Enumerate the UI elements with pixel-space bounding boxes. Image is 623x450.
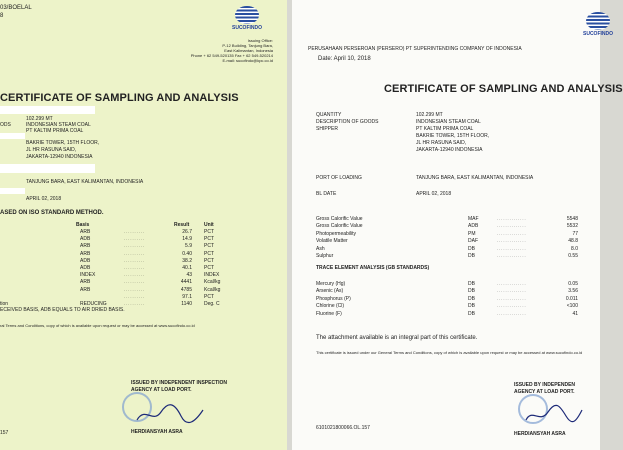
port-of-loading-label: PORT OF LOADING (316, 175, 362, 181)
table-row-basis: DB (468, 288, 475, 295)
signatory-name: HERDIANSYAH ASRA (514, 431, 566, 437)
sucofindo-globe-icon (235, 6, 259, 24)
field-address-3: JAKARTA-12940 INDONESIA (26, 154, 93, 160)
field-goods-value: INDONESIAN STEAM COAL (26, 122, 91, 128)
field-address-3: JAKARTA-12940 INDONESIA (416, 147, 483, 153)
table-row-basis: ADB (80, 257, 91, 264)
table-row-unit: INDEX (204, 272, 220, 279)
table-row-leader: .......... (124, 250, 146, 256)
table-row-leader: .......... (124, 293, 146, 299)
redaction-bar (0, 164, 95, 173)
office-line: East Kalimantan, Indonesia (224, 48, 273, 53)
table-row-result: 40.1 (182, 265, 192, 271)
table-row-basis: ADB (468, 223, 479, 230)
table-row-result: 0.011 (565, 295, 578, 302)
table-row-label: Gross Calorific Value (316, 216, 363, 222)
table-row-label: Phosphorus (P) (316, 295, 351, 302)
table-row-result: 4441 (180, 279, 192, 286)
table-row-result: 5548 (566, 216, 578, 222)
issued-by-line-1: ISSUED BY INDEPENDENT INSPECTION (131, 380, 228, 386)
terms-note: ral Terms and Conditions, copy of which is available upon request or may be accessed at www.sucofindo.co.id (0, 323, 195, 328)
signature-icon (135, 402, 205, 426)
table-row-result: 14.9 (182, 236, 192, 243)
table-row-leader: .............. (497, 216, 527, 221)
table-row-unit: PCT (204, 250, 214, 257)
table-row-label: Arsenic (As) (316, 288, 344, 295)
field-address-2: JL HR RASUNA SAID, (26, 147, 77, 153)
field-quantity-value: 102.299 MT (416, 112, 443, 118)
attachment-note: The attachment available is an integral part of this certificate. (316, 335, 478, 341)
document-number: 6101021800066.OL.157 (316, 425, 370, 431)
table-row-label: Photopermeability (316, 230, 357, 237)
table-row-result: 77 (572, 230, 578, 237)
table-row-basis: ARB (80, 250, 91, 257)
document-number-suffix: 157 (0, 430, 9, 436)
table-row-leader: .............. (497, 245, 527, 251)
table-row-label: Fluorine (F) (316, 310, 342, 317)
table-row-basis: PM (468, 230, 476, 237)
table-row-label: Volatile Matter (316, 238, 348, 245)
field-quantity-value: 102.299 MT (26, 116, 53, 122)
table-row-basis: ADB (80, 265, 91, 271)
table-row-leader: .......... (124, 236, 146, 242)
col-unit-header: Unit (204, 222, 214, 228)
table-row-result: 1140 (181, 301, 192, 307)
table-row-leader: .............. (497, 295, 527, 301)
office-line: Issuing Office: (247, 38, 273, 43)
table-row-result: 8.0 (571, 245, 578, 252)
port-of-loading-value: TANJUNG BARA, EAST KALIMANTAN, INDONESIA (26, 179, 144, 185)
table-row-result: 0.55 (568, 253, 578, 259)
table-row-result: 5.9 (185, 243, 192, 250)
table-row-result: 4785 (180, 286, 192, 293)
certificate-title: CERTIFICATE OF SAMPLING AND ANALYSIS (0, 92, 239, 104)
table-row-label: Gross Calorific Value (316, 223, 363, 230)
table-row-leader: .............. (497, 238, 527, 244)
table-row-leader: .......... (124, 243, 146, 249)
redaction-bar (0, 106, 95, 114)
table-row-unit: PCT (204, 243, 214, 250)
issuing-office-block (191, 38, 273, 63)
logo-wordmark: SUCOFINDO (583, 31, 613, 37)
certificate-date: Date: April 10, 2018 (318, 56, 371, 62)
header-reference: 03/BOELAL (0, 5, 32, 11)
table-row-result: 3.56 (568, 288, 578, 295)
table-row-leader: .......... (124, 229, 146, 234)
col-basis-header: Basis (76, 222, 90, 228)
table-row-result: 41 (572, 310, 578, 317)
table-row-basis: DB (468, 253, 475, 259)
bl-date-label: BL DATE (316, 191, 337, 197)
field-shipper-value: PT KALTIM PRIMA COAL (26, 128, 84, 134)
table-row-basis: DAF (468, 238, 478, 245)
issued-by-line-1: ISSUED BY INDEPENDEN (514, 382, 576, 388)
bl-date-value: APRIL 02, 2018 (26, 196, 62, 202)
method-heading: ASED ON ISO STANDARD METHOD. (0, 210, 104, 216)
table-row-result: 48.8 (568, 238, 578, 245)
table-row-result: 97.1 (182, 293, 192, 300)
left-certificate-page (0, 0, 287, 450)
table-row-leader: .......... (124, 272, 146, 278)
field-address-1: BAKRIE TOWER, 15TH FLOOR, (26, 140, 100, 146)
issued-by-line-2: AGENCY AT LOAD PORT. (131, 387, 192, 393)
field-goods-label: ODS (0, 122, 11, 128)
signature-icon (524, 404, 584, 426)
table-row-result: 38.2 (182, 257, 192, 264)
table-row-leader: .......... (124, 265, 146, 270)
issued-by-line-2: AGENCY AT LOAD PORT. (514, 389, 575, 395)
sucofindo-logo (576, 12, 620, 37)
terms-note: This certificate is issued under our General Terms and Conditions, copy of which is available upon request or may be accessed at www.sucofindo.co.id (316, 350, 583, 355)
table-row-leader: .............. (497, 223, 527, 229)
table-row-unit: Kcal/kg (204, 279, 221, 286)
table-row-basis: DB (468, 310, 475, 317)
trace-element-heading: TRACE ELEMENT ANALYSIS (GB STANDARDS) (316, 265, 430, 271)
table-row-basis: REDUCING (80, 301, 107, 307)
table-row-result: 0.05 (568, 281, 578, 287)
table-row-label: Chlorine (Cl) (316, 303, 345, 310)
sucofindo-globe-icon (586, 12, 610, 30)
table-row-unit: PCT (204, 265, 214, 271)
table-row-basis: ARB (80, 229, 91, 235)
table-row-leader: .............. (497, 253, 527, 258)
redaction-bar (0, 188, 25, 194)
field-shipper-value: PT KALTIM PRIMA COAL (416, 126, 474, 132)
table-row-basis: DB (468, 245, 475, 252)
table-row-basis: ARB (80, 279, 91, 286)
table-row-label: Sulphur (316, 253, 334, 259)
table-row-unit: PCT (204, 293, 214, 300)
field-address-2: JL HR RASUNA SAID, (416, 140, 467, 146)
office-line: P-12 Building, Tanjung Bara, (222, 43, 273, 48)
signatory-name: HERDIANSYAH ASRA (131, 429, 183, 435)
table-row-unit: PCT (204, 236, 214, 243)
table-row-basis: ADB (80, 236, 91, 243)
table-row-basis: DB (468, 281, 475, 287)
header-reference-2: 8 (0, 13, 4, 19)
table-row-result: <100 (566, 303, 578, 310)
table-row-basis: INDEX (80, 272, 96, 279)
logo-wordmark: SUCOFINDO (232, 25, 262, 31)
table-row-label: Ash (316, 245, 325, 252)
sucofindo-logo (225, 6, 269, 31)
table-row-result: 5532 (566, 223, 578, 230)
basis-footnote: ECEIVED BASIS, ADB EQUALS TO AIR DRIED BASIS. (0, 307, 125, 313)
table-row-label: Mercury (Hg) (316, 281, 346, 287)
table-row-label: tion (0, 301, 9, 307)
port-of-loading-value: TANJUNG BARA, EAST KALIMANTAN, INDONESIA (416, 175, 534, 181)
table-row-basis: MAF (468, 216, 479, 222)
table-row-leader: .............. (497, 288, 527, 294)
table-row-basis: ARB (80, 286, 91, 293)
field-shipper-label: SHIPPER (316, 126, 338, 132)
table-row-unit: PCT (204, 229, 214, 235)
table-row-result: 26.7 (182, 229, 192, 235)
col-result-header: Result (174, 222, 190, 228)
table-row-basis: DB (468, 295, 475, 302)
table-row-result: 43 (186, 272, 192, 279)
redaction-bar (0, 133, 25, 139)
table-row-leader: .............. (497, 310, 527, 316)
table-row-leader: .......... (124, 286, 146, 292)
table-row-leader: .......... (124, 257, 146, 263)
table-row-unit: Kcal/kg (204, 286, 221, 293)
table-row-unit: PCT (204, 257, 214, 264)
field-address-1: BAKRIE TOWER, 15TH FLOOR, (416, 133, 490, 139)
field-quantity-label: QUANTITY (316, 112, 342, 118)
table-row-basis: DB (468, 303, 475, 310)
table-row-leader: .......... (124, 279, 146, 285)
office-line: Phone + 62 549-520135 Fax + 62 549-520214 (190, 53, 273, 58)
table-row-leader: .............. (497, 230, 527, 236)
field-goods-value: INDONESIAN STEAM COAL (416, 119, 481, 125)
field-goods-label: DESCRIPTION OF GOODS (316, 119, 379, 125)
table-row-leader: .............. (497, 303, 527, 309)
right-certificate-page (292, 0, 623, 450)
certificate-title: CERTIFICATE OF SAMPLING AND ANALYSIS (384, 83, 623, 95)
table-row-basis: ARB (80, 243, 91, 250)
table-row-leader: .......... (124, 301, 146, 306)
table-row-leader: .............. (497, 281, 527, 286)
company-name: PERUSAHAAN PERSEROAN (PERSERO) PT SUPERINTENDING COMPANY OF INDONESIA (308, 46, 522, 52)
bl-date-value: APRIL 02, 2018 (416, 191, 452, 197)
office-line: E-mail: sucofindo@kpc.co.id (222, 58, 273, 63)
table-row-unit: Deg. C (204, 301, 220, 307)
table-row-result: 0.40 (182, 250, 192, 257)
